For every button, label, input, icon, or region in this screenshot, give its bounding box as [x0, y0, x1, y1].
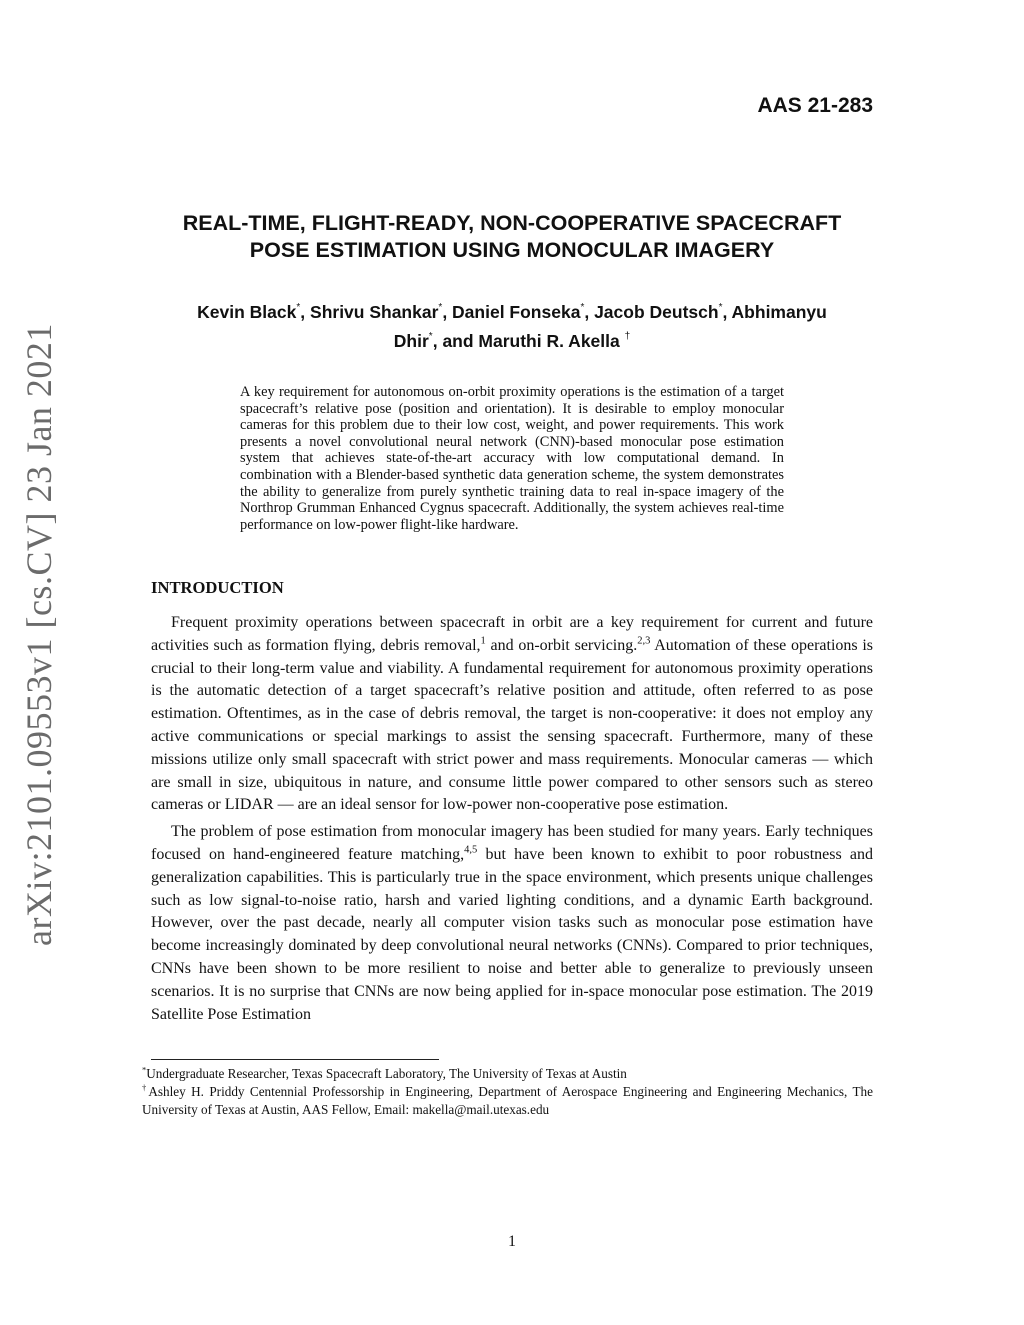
page-number: 1 [508, 1233, 516, 1250]
title-line-2: POSE ESTIMATION USING MONOCULAR IMAGERY [249, 238, 775, 262]
title-line-1: REAL-TIME, FLIGHT-READY, NON-COOPERATIVE SPACECRAFT [182, 211, 842, 235]
footnote-mark: * [142, 1064, 147, 1075]
author-name: and Maruthi R. Akella [442, 330, 620, 351]
footnote-text: Undergraduate Researcher, Texas Spacecraft Laboratory, The University of Texas at Austin [146, 1066, 627, 1081]
citation-ref: 2,3 [637, 635, 651, 647]
author-list [120, 296, 904, 354]
footnote [142, 1065, 873, 1083]
footnote-text: Ashley H. Priddy Centennial Professorship in Engineering, Department of Aerospace Engineering and Engineering Mechanics, The University of Texas at Austin, AAS Fellow, Email: makella@mail.utexas.edu [142, 1084, 874, 1117]
report-number: AAS 21-283 [757, 94, 873, 117]
author-name: Daniel Fonseka [452, 301, 581, 322]
section-heading: INTRODUCTION [151, 578, 284, 597]
citation-ref: 1 [480, 635, 486, 647]
author-name: Shrivu Shankar [310, 301, 439, 322]
author-name: Kevin Black [197, 301, 297, 322]
arxiv-side-stamp: arXiv:2101.09553v1 [cs.CV] 23 Jan 2021 [19, 323, 59, 946]
author-line-2: Dhir*, and Maruthi R. Akella † [393, 330, 631, 351]
affiliation-mark: * [718, 302, 723, 313]
footnotes [142, 1065, 873, 1119]
paragraph-text: Automation of these operations is crucial to their long-term value and viability. A fundamental requirement for autonomous proximity operations is the automatic detection of a target spacecraft’s relative position and attitude, often referred to as pose estimation. Oftentimes, as in the case of debris removal, the target is non-cooperative: it does not employ any active communications or special markings to assist the sensing spacecraft. Furthermore, many of these missions utilize only small spacecraft with strict power and mass requirements. Monocular cameras — which are small in size, ubiquitous in nature, and consume little power compared to other sensors such as stereo cameras or LIDAR — are an ideal sensor for low-power non-cooperative pose estimation. [151, 636, 874, 814]
author-name: Jacob Deutsch [594, 301, 719, 322]
paragraph-text: and on-orbit servicing. [485, 636, 638, 654]
paragraph [151, 612, 873, 817]
affiliation-mark: * [438, 302, 443, 313]
affiliation-mark: * [580, 302, 585, 313]
paragraph-text: Frequent proximity operations between spacecraft in orbit are a key requirement for current and future activities such as formation flying, debris removal, [151, 614, 873, 654]
abstract: A key requirement for autonomous on-orbit proximity operations is the estimation of a target spacecraft’s relative pose (position and orientation). It is desirable to employ monocular cameras for this problem due to their low cost, weight, and power requirements. This work presents a novel convolutional neural network (CNN)-based monocular pose estimation system that achieves state-of-the-art accuracy with low computational demand. In combination with a Blender-based synthetic data generation scheme, the system demonstrates the ability to generalize from purely synthetic training data to real in-space imagery of the Northrop Grumman Enhanced Cygnus spacecraft. Additionally, the system achieves real-time performance on low-power flight-like hardware. [240, 384, 784, 533]
footnote-divider [151, 1059, 439, 1060]
body-text [151, 612, 873, 1026]
affiliation-mark: † [624, 330, 631, 342]
affiliation-mark: * [428, 330, 433, 342]
paragraph-text: but have been known to exhibit to poor robustness and generalization capabilities. This is particularly true in the space environment, which presents unique challenges such as low signal-to-noise ratio, harsh and varied lighting conditions, and a dynamic Earth background. However, over the past decade, nearly all computer vision tasks such as monocular pose estimation have become increasingly dominated by deep convolutional neural networks (CNNs). Compared to prior techniques, CNNs have been shown to be more resilient to noise and better able to generalize to previously unseen scenarios. It is no surprise that CNNs are now being applied for in-space monocular pose estimation. The 2019 Satellite Pose Estimation [151, 845, 873, 1023]
footnote [142, 1083, 873, 1119]
paper-title [120, 210, 904, 264]
footnote-mark: † [142, 1082, 149, 1093]
author-name: Abhimanyu [731, 301, 827, 322]
author-name: Dhir [393, 330, 429, 351]
citation-ref: 4,5 [464, 844, 478, 856]
paragraph [151, 821, 873, 1026]
author-line-1: Kevin Black*, Shrivu Shankar*, Daniel Fonseka*, Jacob Deutsch*, Abhimanyu [197, 301, 827, 322]
paragraph-text: The problem of pose estimation from monocular imagery has been studied for many years. Early techniques focused on hand-engineered feature matching, [151, 823, 873, 863]
affiliation-mark: * [296, 302, 301, 313]
